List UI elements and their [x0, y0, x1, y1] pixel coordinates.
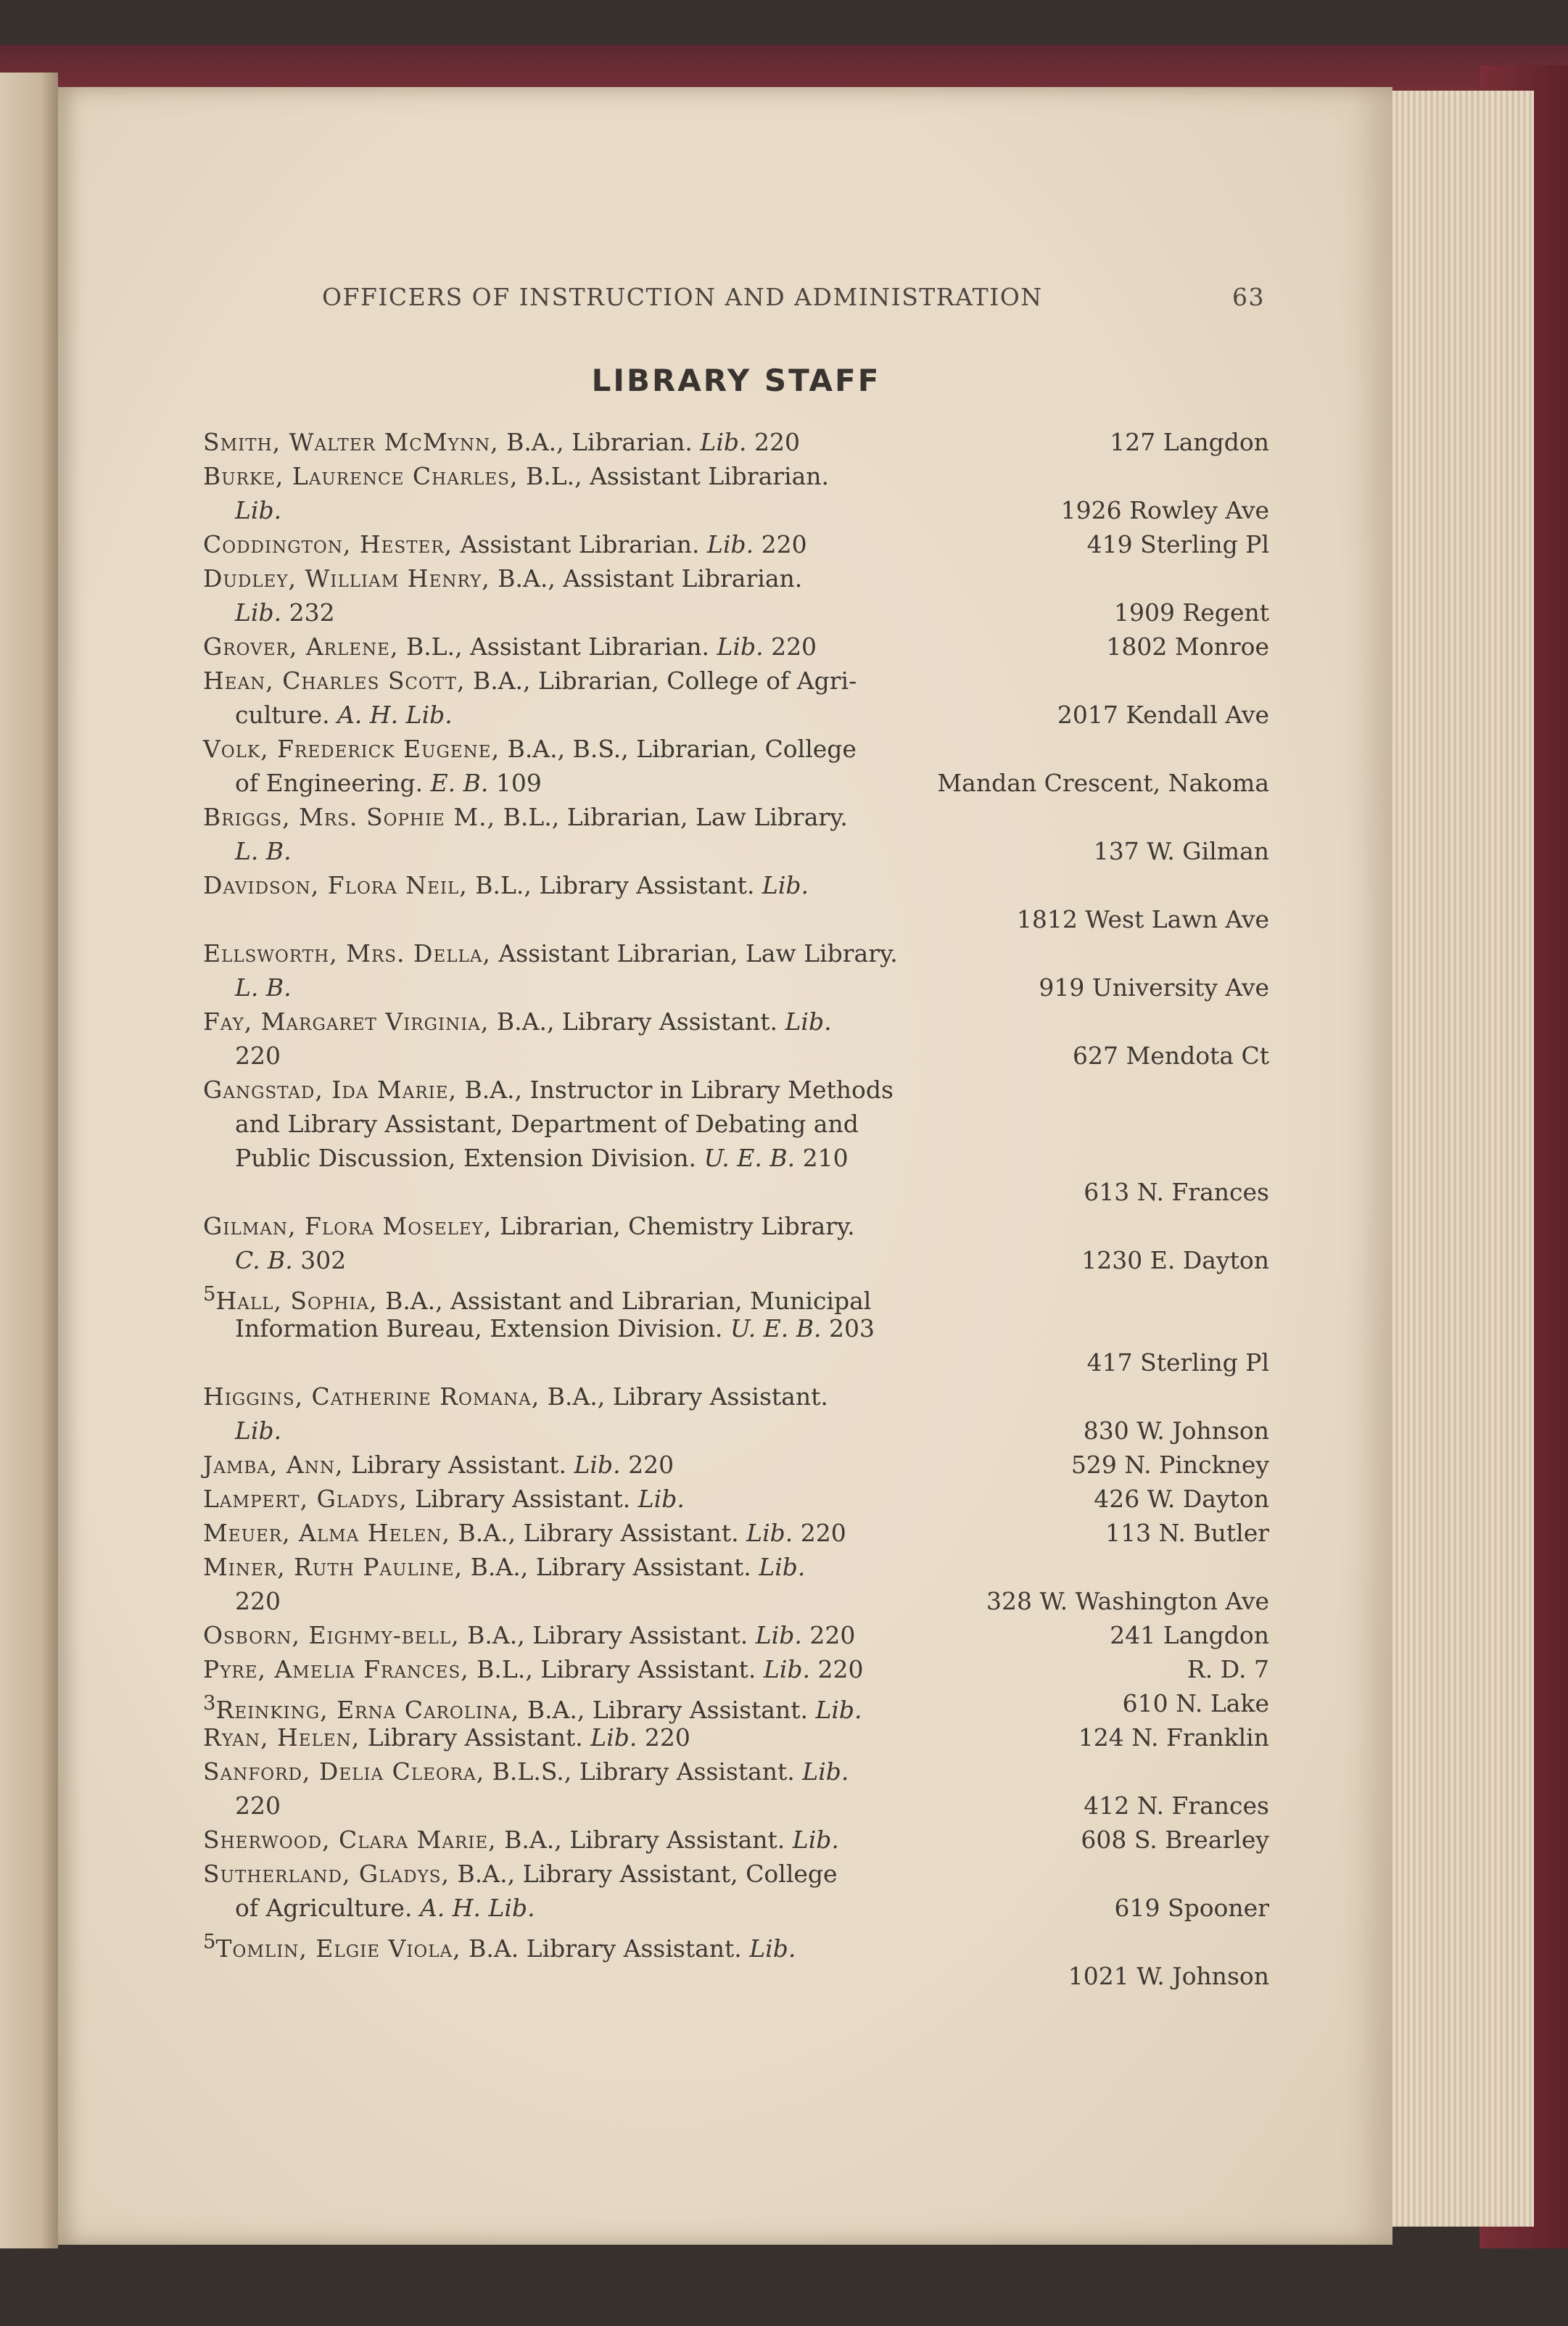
title-text: B.A., Librarian, College of Agri-: [465, 667, 857, 695]
building-abbrev: Lib.: [717, 632, 764, 661]
room-number: 109: [488, 769, 542, 797]
staff-entry-line: [203, 425, 1269, 459]
staff-name: Smith, Walter McMynn,: [203, 428, 499, 456]
room-number: 220: [754, 530, 807, 558]
entry-continuation-line: [203, 1414, 1269, 1448]
building-abbrev: Lib.: [802, 1757, 849, 1786]
footnote-mark: 5: [203, 1930, 216, 1953]
facing-page-edge: [0, 73, 58, 2248]
title-text: B.A., Library Assistant.: [463, 1553, 759, 1581]
staff-entry-line: [203, 732, 1269, 766]
title-text: B.L., Library Assistant.: [469, 1655, 764, 1683]
room-number: 220: [235, 1042, 281, 1070]
room-number: 220: [235, 1791, 281, 1820]
running-title: OFFICERS OF INSTRUCTION AND ADMINISTRATION: [322, 283, 1043, 311]
entry-continuation-line: [203, 1039, 1269, 1073]
building-abbrev: Lib.: [235, 496, 282, 524]
entry-continuation-line: [203, 970, 1269, 1005]
staff-entry-line: [203, 664, 1269, 698]
entry-continuation-line: [203, 766, 1269, 800]
entry-continuation-line: [203, 493, 1269, 527]
address: 1926 Rowley Ave: [1060, 496, 1269, 524]
staff-name: Hall, Sophia,: [215, 1287, 378, 1315]
building-abbrev: Lib.: [574, 1451, 621, 1479]
address: 919 University Ave: [1039, 973, 1269, 1002]
address: 608 S. Brearley: [1081, 1826, 1269, 1854]
staff-entry-line: [203, 868, 1269, 902]
address: 127 Langdon: [1110, 428, 1269, 456]
building-abbrev: A. H. Lib.: [337, 701, 453, 729]
address: 328 W. Washington Ave: [986, 1587, 1269, 1615]
staff-name: Sutherland, Gladys,: [203, 1860, 450, 1888]
title-text: B.A., Library Assistant, College: [450, 1860, 838, 1888]
address: 619 Spooner: [1114, 1894, 1269, 1922]
staff-name: Grover, Arlene,: [203, 632, 399, 661]
entry-continuation-line: [203, 834, 1269, 868]
building-abbrev: Lib.: [235, 598, 282, 627]
entry-continuation-line: [203, 1345, 1269, 1379]
address: 610 N. Lake: [1122, 1689, 1269, 1717]
title-text: B.A., Librarian.: [498, 428, 701, 456]
title-text: B.A., Instructor in Library Methods: [457, 1076, 894, 1104]
title-text: Assistant Librarian, Law Library.: [490, 939, 898, 968]
room-number: 220: [746, 428, 800, 456]
room-number: 220: [620, 1451, 674, 1479]
address: 1230 E. Dayton: [1081, 1246, 1269, 1274]
address: 419 Sterling Pl: [1086, 530, 1269, 558]
staff-name: Higgins, Catherine Romana,: [203, 1382, 540, 1411]
title-text: culture.: [235, 701, 338, 729]
entry-continuation-line: [203, 1107, 1269, 1141]
address: 241 Langdon: [1110, 1621, 1269, 1649]
staff-name: Gilman, Flora Moseley,: [203, 1212, 492, 1240]
address: 1812 West Lawn Ave: [1016, 905, 1269, 933]
title-text: Information Bureau, Extension Division.: [235, 1314, 730, 1343]
address: 2017 Kendall Ave: [1057, 701, 1269, 729]
entry-continuation-line: [203, 1243, 1269, 1277]
entry-continuation-line: [203, 1584, 1269, 1618]
staff-name: Hean, Charles Scott,: [203, 667, 466, 695]
building-abbrev: Lib.: [749, 1934, 796, 1963]
running-header: [322, 283, 1265, 319]
footnote-mark: 3: [203, 1691, 216, 1715]
title-text: of Engineering.: [235, 769, 431, 797]
title-text: B.A., Library Assistant.: [519, 1696, 816, 1724]
staff-entry-line: [203, 1482, 1269, 1516]
building-abbrev: Lib.: [792, 1826, 839, 1854]
room-number: 210: [795, 1144, 849, 1172]
staff-name: Fay, Margaret Virginia,: [203, 1007, 490, 1036]
address: 613 N. Frances: [1084, 1178, 1269, 1206]
entry-continuation-line: [203, 1891, 1269, 1925]
title-text: B.L., Assistant Librarian.: [398, 632, 717, 661]
staff-entry-line: [203, 936, 1269, 970]
staff-entry-line: [203, 1754, 1269, 1789]
title-text: B.A., B.S., Librarian, College: [500, 735, 857, 763]
staff-entry-line: [203, 1925, 1269, 1963]
staff-entry-line: [203, 1073, 1269, 1107]
staff-name: Davidson, Flora Neil,: [203, 871, 468, 899]
room-number: 220: [801, 1621, 856, 1649]
title-text: B.A., Assistant Librarian.: [490, 564, 803, 593]
staff-entry-line: [203, 1652, 1269, 1686]
address: 426 W. Dayton: [1094, 1485, 1269, 1513]
building-abbrev: C. B.: [235, 1246, 293, 1274]
title-text: B.L., Library Assistant.: [467, 871, 762, 899]
room-number: 220: [809, 1655, 864, 1683]
title-text: B.L., Librarian, Law Library.: [495, 803, 848, 831]
building-abbrev: Lib.: [763, 1655, 810, 1683]
building-abbrev: Lib.: [637, 1485, 685, 1513]
staff-name: Coddington, Hester,: [203, 530, 453, 558]
building-abbrev: Lib.: [235, 1416, 282, 1445]
room-number: 302: [292, 1246, 347, 1274]
staff-entry-line: [203, 1379, 1269, 1414]
room-number: 220: [235, 1587, 281, 1615]
building-abbrev: Lib.: [762, 871, 809, 899]
staff-entry-line: [203, 1618, 1269, 1652]
staff-name: Gangstad, Ida Marie,: [203, 1076, 457, 1104]
entry-continuation-line: [203, 698, 1269, 732]
staff-name: Dudley, William Henry,: [203, 564, 490, 593]
title-text: B.A., Library Assistant.: [459, 1621, 756, 1649]
entry-continuation-line: [203, 1141, 1269, 1175]
staff-entry-line: [203, 1720, 1269, 1754]
title-text: B.A., Library Assistant.: [540, 1382, 828, 1411]
building-abbrev: Lib.: [700, 428, 747, 456]
title-text: B.A., Assistant and Librarian, Municipal: [377, 1287, 872, 1315]
building-abbrev: Lib.: [785, 1007, 832, 1036]
address: Mandan Crescent, Nakoma: [937, 769, 1269, 797]
footnote-mark: 5: [203, 1282, 216, 1306]
address: 412 N. Frances: [1084, 1791, 1269, 1820]
address: 124 N. Franklin: [1078, 1723, 1269, 1752]
staff-entry-line: [203, 800, 1269, 834]
building-abbrev: Lib.: [755, 1621, 802, 1649]
entry-continuation-line: [203, 902, 1269, 936]
staff-entry-line: [203, 1277, 1269, 1315]
staff-entry-line: [203, 459, 1269, 493]
building-abbrev: Lib.: [759, 1553, 806, 1581]
title-text: B.L.S., Library Assistant.: [484, 1757, 803, 1786]
building-abbrev: E. B.: [430, 769, 489, 797]
entry-continuation-line: [203, 1789, 1269, 1823]
building-abbrev: L. B.: [235, 973, 292, 1002]
staff-name: Pyre, Amelia Frances,: [203, 1655, 469, 1683]
staff-name: Sanford, Delia Cleora,: [203, 1757, 485, 1786]
staff-entry-line: [203, 1516, 1269, 1550]
entry-continuation-line: [203, 1959, 1269, 1993]
staff-name: Osborn, Eighmy-bell,: [203, 1621, 460, 1649]
title-text: B.A. Library Assistant.: [461, 1934, 750, 1963]
address: 417 Sterling Pl: [1086, 1348, 1269, 1377]
title-text: and Library Assistant, Department of Debating and: [235, 1110, 859, 1138]
staff-entry-line: [203, 1209, 1269, 1243]
room-number: 220: [793, 1519, 846, 1547]
address: 1909 Regent: [1113, 598, 1269, 627]
building-abbrev: Lib.: [707, 530, 754, 558]
staff-name: Sherwood, Clara Marie,: [203, 1826, 497, 1854]
staff-entry-line: [203, 1448, 1269, 1482]
staff-entry-line: [203, 1005, 1269, 1039]
title-text: Library Assistant.: [343, 1451, 574, 1479]
title-text: B.A., Library Assistant.: [496, 1826, 793, 1854]
staff-entry-line: [203, 1686, 1269, 1724]
building-abbrev: U. E. B.: [703, 1144, 796, 1172]
title-text: Library Assistant.: [360, 1723, 591, 1752]
building-abbrev: U. E. B.: [730, 1314, 822, 1343]
title-text: B.L., Assistant Librarian.: [518, 462, 830, 490]
staff-name: Burke, Laurence Charles,: [203, 462, 519, 490]
building-abbrev: A. H. Lib.: [419, 1894, 535, 1922]
room-number: 203: [821, 1314, 875, 1343]
staff-name: Volk, Frederick Eugene,: [203, 735, 500, 763]
title-text: of Agriculture.: [235, 1894, 420, 1922]
room-number: 232: [281, 598, 335, 627]
room-number: 220: [763, 632, 817, 661]
staff-name: Briggs, Mrs. Sophie M.,: [203, 803, 496, 831]
building-abbrev: Lib.: [590, 1723, 637, 1752]
address: 1021 W. Johnson: [1068, 1962, 1269, 1990]
title-text: Library Assistant.: [407, 1485, 638, 1513]
address: R. D. 7: [1187, 1655, 1269, 1683]
section-title: LIBRARY STAFF: [591, 363, 881, 398]
address: 113 N. Butler: [1105, 1519, 1269, 1547]
staff-entry-line: [203, 561, 1269, 595]
title-text: Public Discussion, Extension Division.: [235, 1144, 704, 1172]
staff-entry-line: [203, 1823, 1269, 1857]
address: 529 N. Pinckney: [1070, 1451, 1269, 1479]
staff-name: Jamba, Ann,: [203, 1451, 344, 1479]
building-abbrev: Lib.: [746, 1519, 793, 1547]
staff-name: Meuer, Alma Helen,: [203, 1519, 451, 1547]
staff-name: Lampert, Gladys,: [203, 1485, 408, 1513]
staff-entry-line: [203, 1857, 1269, 1891]
address: 1802 Monroe: [1106, 632, 1269, 661]
building-abbrev: L. B.: [235, 837, 292, 865]
staff-entry-line: [203, 630, 1269, 664]
address: 137 W. Gilman: [1093, 837, 1269, 865]
title-text: Assistant Librarian.: [453, 530, 708, 558]
staff-name: Miner, Ruth Pauline,: [203, 1553, 463, 1581]
title-text: B.A., Library Assistant.: [450, 1519, 747, 1547]
title-text: B.A., Library Assistant.: [489, 1007, 785, 1036]
address: 830 W. Johnson: [1083, 1416, 1269, 1445]
page-number: 63: [1232, 283, 1265, 311]
entry-continuation-line: [203, 1311, 1269, 1345]
staff-entry-line: [203, 527, 1269, 561]
building-abbrev: Lib.: [815, 1696, 862, 1724]
staff-name: Reinking, Erna Carolina,: [215, 1696, 520, 1724]
staff-name: Ryan, Helen,: [203, 1723, 360, 1752]
entry-continuation-line: [203, 595, 1269, 630]
staff-list: [203, 425, 1269, 1993]
staff-name: Tomlin, Elgie Viola,: [215, 1934, 461, 1963]
address: 627 Mendota Ct: [1073, 1042, 1269, 1070]
title-text: Librarian, Chemistry Library.: [492, 1212, 855, 1240]
room-number: 220: [637, 1723, 690, 1752]
entry-continuation-line: [203, 1175, 1269, 1209]
staff-name: Ellsworth, Mrs. Della,: [203, 939, 491, 968]
staff-entry-line: [203, 1550, 1269, 1584]
